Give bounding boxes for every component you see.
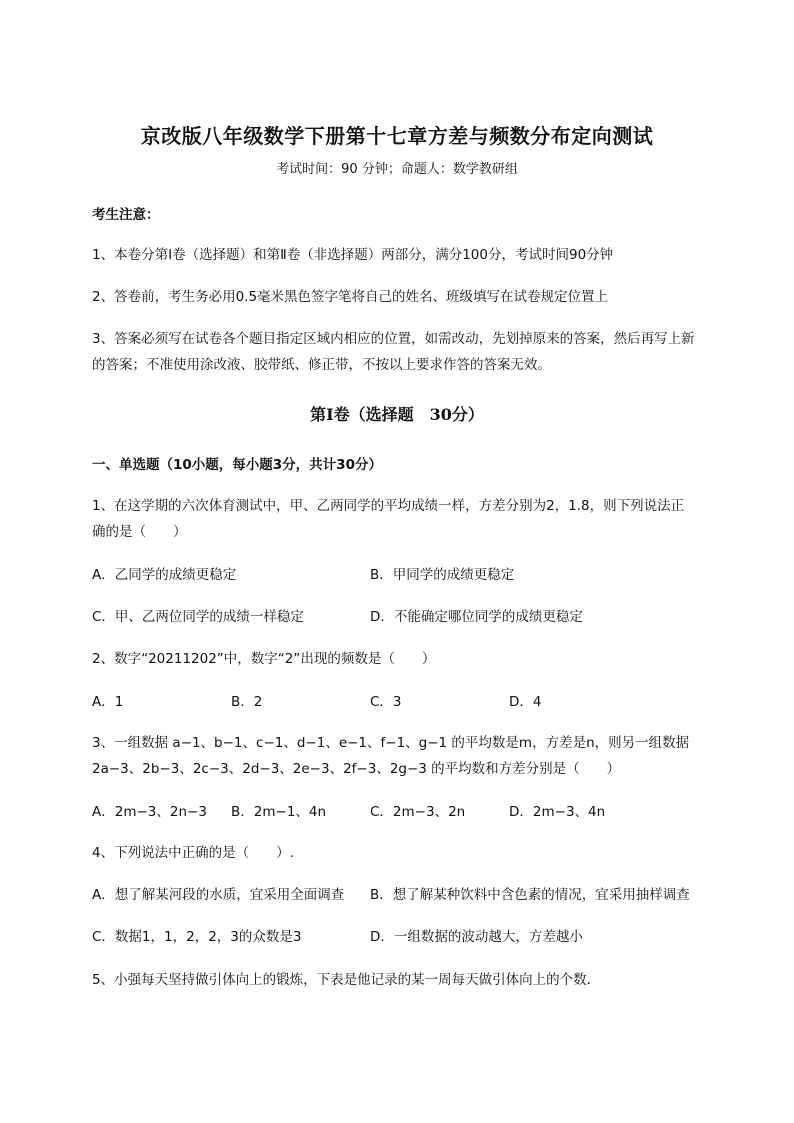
question-1-stem-line-1: 1、在这学期的六次体育测试中，甲、乙两同学的平均成绩一样，方差分别为2，1.8，则下列说法正 [92,498,685,514]
question-4-option-d: D．一组数据的波动越大，方差越小 [370,929,583,945]
section-title: 第Ⅰ卷（选择题 30分） [310,405,484,424]
question-3-option-a: A．2m−3、2n−3 [92,804,207,820]
notice-item-2: 2、答卷前，考生务必用0.5毫米黑色签字笔将自己的姓名、班级填写在试卷规定位置上 [92,289,609,305]
question-2-option-a: A．1 [92,694,124,710]
question-3-stem-line-2: 2a−3、2b−3、2c−3、2d−3、2e−3、2f−3、2g−3 的平均数和方差分别是（ ） [92,761,621,777]
question-5-stem: 5、小强每天坚持做引体向上的锻炼，下表是他记录的某一周每天做引体向上的个数． [92,972,601,988]
question-2-option-b: B．2 [231,694,263,710]
question-2-stem: 2、数字“20211202”中，数字“2”出现的频数是（ ） [92,651,436,667]
question-1-option-b: B．甲同学的成绩更稳定 [370,567,515,583]
question-4-option-a: A．想了解某河段的水质，宜采用全面调查 [92,887,345,903]
question-3-option-b: B．2m−1、4n [231,804,327,820]
page-title: 京改版八年级数学下册第十七章方差与频数分布定向测试 [140,124,654,148]
notice-heading: 考生注意： [92,207,160,223]
question-4-stem: 4、下列说法中正确的是（ ）. [92,845,294,861]
question-4-option-c: C．数据1，1，2，2，3的众数是3 [92,929,302,945]
notice-item-1: 1、本卷分第Ⅰ卷（选择题）和第Ⅱ卷（非选择题）两部分，满分100分，考试时间90分钟 [92,247,614,263]
question-2-option-d: D．4 [509,694,542,710]
question-3-stem-line-1: 3、一组数据 a−1、b−1、c−1、d−1、e−1、f−1、g−1 的平均数是m，方差是n，则另一组数据 [92,735,690,751]
question-4-option-b: B．想了解某种饮料中含色素的情况，宜采用抽样调查 [370,887,690,903]
notice-item-3-line-2: 的答案；不准使用涂改液、胶带纸、修正带，不按以上要求作答的答案无效。 [92,357,551,373]
question-1-option-d: D．不能确定哪位同学的成绩更稳定 [370,609,583,625]
exam-info: 考试时间：90 分钟；命题人：数学教研组 [276,162,518,177]
question-1-option-c: C．甲、乙两位同学的成绩一样稳定 [92,609,304,625]
section-heading: 一、单选题（10小题，每小题3分，共计30分） [92,457,382,473]
notice-item-3-line-1: 3、答案必须写在试卷各个题目指定区域内相应的位置，如需改动，先划掉原来的答案，然后再写上新 [92,331,695,347]
question-2-option-c: C．3 [370,694,402,710]
question-1-option-a: A．乙同学的成绩更稳定 [92,567,237,583]
question-1-stem-line-2: 确的是（ ） [92,524,187,540]
question-3-option-d: D．2m−3、4n [509,804,606,820]
question-3-option-c: C．2m−3、2n [370,804,466,820]
